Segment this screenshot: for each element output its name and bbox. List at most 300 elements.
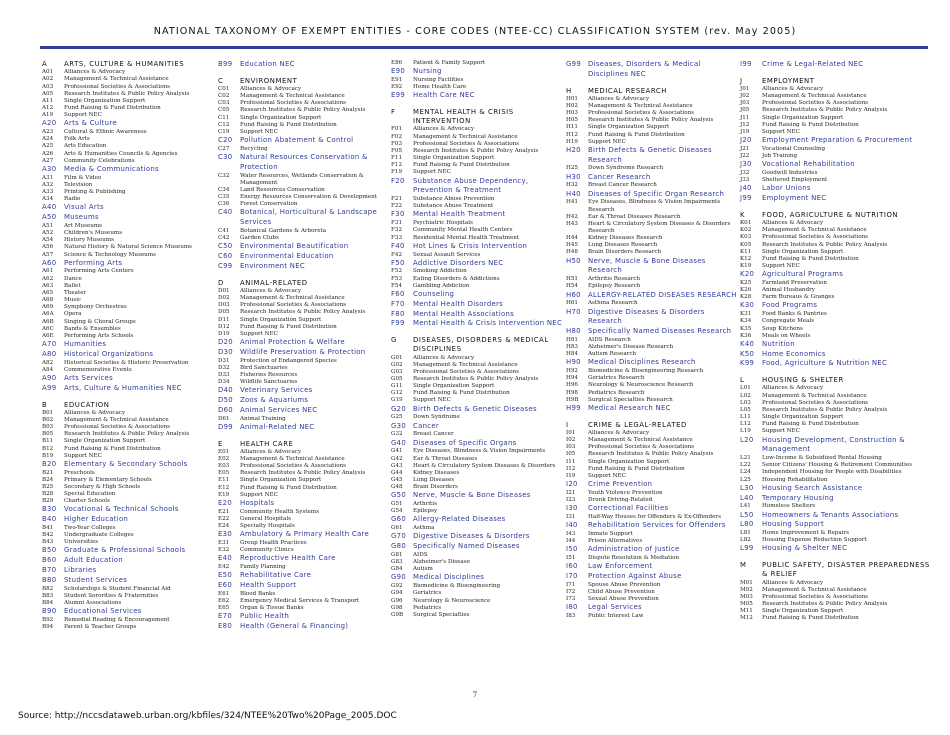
code-item <box>42 98 212 105</box>
code-item <box>566 249 741 256</box>
code-description: Vocational Rehabilitation <box>762 160 855 169</box>
code-description: Support NEC <box>413 397 451 404</box>
code-label: K <box>740 210 746 219</box>
code-label: I19 <box>566 472 576 479</box>
code-label: H98 <box>566 389 578 396</box>
category-heading <box>391 491 566 501</box>
code-label: H99 <box>566 403 581 412</box>
code-description: Arthritis <box>413 501 437 508</box>
category-heading <box>566 504 741 514</box>
code-item <box>566 613 741 620</box>
code-label: D02 <box>218 295 230 302</box>
code-label: B03 <box>42 424 54 431</box>
code-description: Professional Societies & Associations <box>413 140 520 147</box>
code-label: H84 <box>566 351 578 358</box>
code-description: Health Support <box>240 581 297 589</box>
code-item <box>42 158 212 165</box>
code-description: Dance <box>64 275 82 282</box>
code-label: E40 <box>218 554 233 563</box>
code-description: Professional Societies & Associations <box>588 444 695 451</box>
code-label: A25 <box>42 143 54 150</box>
code-description: Nursing <box>413 67 442 76</box>
code-description: Autism Research <box>588 351 637 358</box>
code-label: A6C <box>42 325 54 332</box>
code-item <box>218 173 390 187</box>
code-description: Environmental Education <box>240 252 334 261</box>
code-description: Historical Organizations <box>64 349 154 358</box>
code-label: G54 <box>391 508 403 515</box>
code-description: Sexual Abuse Prevention <box>588 596 659 603</box>
code-description: Research Institutes & Public Policy Analysis <box>762 601 888 608</box>
code-description: Management & Technical Assistance <box>413 361 518 368</box>
code-description: Single Organization Support <box>588 458 670 465</box>
code-description: Fisheries Resources <box>240 371 298 378</box>
code-item <box>218 129 390 136</box>
code-label: F32 <box>391 227 402 234</box>
code-item <box>566 221 741 235</box>
code-item <box>42 182 212 189</box>
code-label: H41 <box>566 199 578 206</box>
code-item <box>42 129 212 136</box>
code-item <box>42 417 212 424</box>
code-label: B28 <box>42 491 54 498</box>
code-item <box>42 600 212 607</box>
major-group-heading <box>218 440 390 449</box>
code-label: A61 <box>42 268 54 275</box>
code-description: Home Health Care <box>413 84 467 91</box>
code-label: B90 <box>42 607 57 616</box>
code-description: Housing Development, Construction & Management <box>762 435 905 454</box>
code-description: Protection of Endangered Species <box>240 357 337 364</box>
code-label: A26 <box>42 150 54 157</box>
code-label: E20 <box>218 498 233 507</box>
code-item <box>740 414 932 421</box>
code-description: Addictive Disorders NEC <box>413 258 504 267</box>
code-item <box>566 538 741 545</box>
code-description: Senior Citizens' Housing & Retirement Communities <box>762 462 912 469</box>
code-item <box>42 438 212 445</box>
code-label: D11 <box>218 316 230 323</box>
code-description: Research Institutes & Public Policy Analysis <box>762 107 888 114</box>
code-label: M11 <box>740 608 753 615</box>
code-item <box>391 84 566 91</box>
category-heading <box>566 480 741 490</box>
code-description: Vocational & Technical Schools <box>64 505 179 514</box>
code-item <box>566 466 741 473</box>
code-item <box>740 594 932 601</box>
code-description: Alliances & Advocacy <box>240 86 302 92</box>
code-label: A20 <box>42 119 57 128</box>
code-item <box>391 235 566 242</box>
code-item <box>740 601 932 608</box>
code-description: Heart & Circulatory System Diseases & Disorders Research <box>588 220 731 235</box>
code-label: E03 <box>218 463 230 470</box>
code-label: K30 <box>740 301 755 310</box>
code-description: Botanical, Horticultural & Landscape Services <box>240 208 377 227</box>
code-description: Homeowners & Tenants Associations <box>762 510 899 519</box>
code-item <box>391 390 566 397</box>
code-description: Heart & Circulatory System Diseases & Disorders <box>413 462 556 469</box>
code-description: MEDICAL RESEARCH <box>588 86 668 95</box>
code-item <box>566 459 741 466</box>
major-group-heading <box>391 336 566 354</box>
code-description: Single Organization Support <box>413 155 495 162</box>
code-item <box>42 283 212 290</box>
code-description: Child Abuse Prevention <box>588 588 655 595</box>
code-description: Science & Technology Museums <box>64 251 156 258</box>
code-item <box>740 280 932 287</box>
code-item <box>391 431 566 438</box>
code-label: K19 <box>740 263 752 270</box>
code-description: Visual Arts <box>64 203 104 212</box>
code-label: I99 <box>740 60 752 68</box>
code-label: A34 <box>42 196 54 203</box>
category-heading <box>218 386 390 396</box>
code-label: E12 <box>218 484 230 491</box>
code-description: Fund Raising & Fund Distribution <box>413 162 510 169</box>
code-description: Substance Abuse Treatment <box>413 203 494 210</box>
code-item <box>391 77 566 84</box>
code-description: Environment NEC <box>240 261 306 270</box>
code-item <box>42 76 212 83</box>
code-description: Libraries <box>64 566 97 575</box>
section-gap <box>566 80 741 87</box>
code-item <box>42 539 212 546</box>
code-description: Diseases, Disorders & Medical Disciplines NEC <box>588 60 701 78</box>
code-label: H20 <box>566 145 581 154</box>
code-description: Rehabilitative Care <box>240 571 312 580</box>
code-label: A69 <box>42 304 54 311</box>
code-description: Mental Health Disorders <box>413 299 504 308</box>
code-description: Cultural & Ethnic Awareness <box>64 129 147 136</box>
code-item <box>566 300 741 307</box>
code-description: ENVIRONMENT <box>240 76 298 85</box>
code-label: E65 <box>218 605 230 612</box>
code-item <box>42 424 212 431</box>
code-item <box>391 414 566 421</box>
code-label: H96 <box>566 382 578 389</box>
code-label: A90 <box>42 373 57 382</box>
code-description: Employment NEC <box>762 194 827 203</box>
code-label: B30 <box>42 505 57 514</box>
code-item <box>218 372 390 379</box>
code-label: A82 <box>42 359 54 366</box>
code-item <box>566 165 741 172</box>
code-label: H48 <box>566 249 578 256</box>
code-label: G43 <box>391 462 403 469</box>
code-description: ANIMAL-RELATED <box>240 278 308 287</box>
code-label: A32 <box>42 181 54 188</box>
code-label: G51 <box>391 501 403 508</box>
code-description: Fund Raising & Fund Distribution <box>762 121 859 128</box>
code-description: Prison Alternatives <box>588 538 643 545</box>
code-description: Natural History & Natural Science Museums <box>64 244 193 251</box>
code-label: B25 <box>42 483 54 490</box>
code-label: D <box>218 278 224 287</box>
code-label: H94 <box>566 375 578 382</box>
category-heading <box>740 60 932 70</box>
code-label: H80 <box>566 327 581 336</box>
code-description: Performing Arts <box>64 258 123 267</box>
code-label: J21 <box>740 145 750 152</box>
code-label: G12 <box>391 390 403 397</box>
code-label: H05 <box>566 117 578 124</box>
code-description: Arthritis Research <box>588 276 641 283</box>
code-description: Asthma Research <box>588 300 638 307</box>
major-group-heading <box>42 60 212 69</box>
code-item <box>42 297 212 304</box>
code-item <box>566 375 741 382</box>
code-description: Correctional Facilities <box>588 504 669 513</box>
code-description: Homeless Shelters <box>762 503 816 510</box>
code-label: G96 <box>391 597 403 604</box>
code-description: Single Organization Support <box>762 608 844 615</box>
code-label: I23 <box>566 496 576 503</box>
code-label: M12 <box>740 615 753 622</box>
code-item <box>391 598 566 605</box>
code-description: Special Education <box>64 491 116 498</box>
code-label: E32 <box>218 547 230 554</box>
code-label: K36 <box>740 332 752 339</box>
code-item <box>740 428 932 435</box>
category-heading <box>566 572 741 582</box>
code-label: K05 <box>740 241 752 248</box>
code-item <box>218 107 390 114</box>
category-heading <box>566 190 741 200</box>
code-description: Alliances & Advocacy <box>762 220 824 227</box>
code-label: A02 <box>42 76 54 83</box>
code-label: H11 <box>566 124 578 131</box>
code-description: Drunk Driving-Related <box>588 496 653 503</box>
code-description: Education NEC <box>240 60 295 68</box>
code-description: Higher Education <box>64 515 129 524</box>
code-description: Arts Services <box>64 373 113 382</box>
code-description: Medical Disciplines <box>413 573 485 582</box>
code-item <box>42 477 212 484</box>
category-heading <box>391 91 566 101</box>
code-label: G05 <box>391 376 403 383</box>
code-label: L01 <box>740 385 751 392</box>
category-heading <box>740 194 932 204</box>
code-description: Children's Museums <box>64 230 123 237</box>
code-description: Public Health <box>240 612 290 621</box>
code-label: G03 <box>391 368 403 375</box>
code-item <box>218 358 390 365</box>
code-description: Mental Health Associations <box>413 309 515 318</box>
code-label: K35 <box>740 325 752 332</box>
code-item <box>566 214 741 221</box>
code-label: L99 <box>740 544 754 553</box>
code-label: B83 <box>42 592 54 599</box>
category-heading <box>740 340 932 350</box>
major-group-heading <box>740 77 932 86</box>
code-label: J03 <box>740 100 750 107</box>
code-label: H90 <box>566 358 581 367</box>
code-description: Farmland Preservation <box>762 280 828 286</box>
code-description: Support NEC <box>240 128 278 135</box>
code-item <box>391 276 566 283</box>
code-description: Professional Societies & Associations <box>64 83 171 90</box>
code-label: D05 <box>218 309 230 316</box>
code-description: Lung Diseases Research <box>588 242 658 249</box>
code-description: Lung Diseases <box>413 476 455 483</box>
code-description: Single Organization Support <box>240 316 322 323</box>
code-label: B42 <box>42 532 54 539</box>
code-label: A80 <box>42 349 57 358</box>
code-label: F02 <box>391 133 402 140</box>
code-label: H44 <box>566 235 578 242</box>
code-description: PUBLIC SAFETY, DISASTER PREPAREDNESS & RELIEF <box>762 561 930 579</box>
code-label: D31 <box>218 357 230 364</box>
category-heading <box>391 290 566 300</box>
code-item <box>740 469 932 476</box>
category-heading <box>391 515 566 525</box>
code-description: Temporary Housing <box>762 493 834 502</box>
code-label: A27 <box>42 157 54 164</box>
code-label: C20 <box>218 136 233 145</box>
code-item <box>740 318 932 325</box>
code-description: Meals on Wheels <box>762 332 811 339</box>
code-description: Single Organization Support <box>64 97 146 104</box>
code-description: Single Organization Support <box>240 477 322 484</box>
code-item <box>566 344 741 351</box>
code-label: D32 <box>218 364 230 371</box>
category-heading <box>391 67 566 77</box>
code-description: Single Organization Support <box>64 438 146 445</box>
code-item <box>740 107 932 114</box>
code-label: C41 <box>218 228 230 235</box>
code-item <box>740 530 932 537</box>
code-label: H61 <box>566 300 578 307</box>
code-label: A31 <box>42 174 54 181</box>
code-description: Veterinary Services <box>240 386 313 395</box>
source-caption: Source: http://nccsdataweb.urban.org/kbfiles/324/NTEE%20Two%20Page_2005.DOC <box>18 711 397 721</box>
code-description: Medical Research NEC <box>588 403 671 412</box>
category-heading <box>42 259 212 269</box>
category-heading <box>566 291 741 301</box>
code-label: F60 <box>391 289 405 298</box>
code-label: B50 <box>42 546 57 555</box>
code-description: Fund Raising & Fund Distribution <box>762 255 859 262</box>
code-label: B29 <box>42 498 54 505</box>
code-label: I12 <box>566 465 576 472</box>
code-label: F21 <box>391 196 402 203</box>
code-item <box>391 559 566 566</box>
code-item <box>42 105 212 112</box>
category-heading <box>42 505 212 515</box>
category-heading <box>566 257 741 277</box>
code-item <box>42 252 212 259</box>
code-description: Remedial Reading & Encouragement <box>64 616 170 623</box>
code-description: Reproductive Health Care <box>240 554 336 563</box>
code-label: I30 <box>566 504 578 513</box>
code-item <box>42 112 212 119</box>
code-label: I60 <box>566 562 578 571</box>
code-label: L82 <box>740 537 751 544</box>
code-item <box>218 540 390 547</box>
category-heading <box>218 262 390 272</box>
code-label: G19 <box>391 397 403 404</box>
code-description: Fund Raising & Fund Distribution <box>64 445 161 452</box>
code-label: A <box>42 60 48 68</box>
category-heading <box>566 327 741 337</box>
code-item <box>218 146 390 153</box>
code-description: Preschools <box>64 469 95 476</box>
code-label: I43 <box>566 530 576 537</box>
code-label: I <box>566 420 569 429</box>
code-description: Alzheimer's Disease Research <box>588 344 674 351</box>
code-item <box>391 456 566 463</box>
code-label: F50 <box>391 258 405 267</box>
code-label: I02 <box>566 437 576 444</box>
code-description: Research Institutes & Public Policy Analysis <box>588 451 714 458</box>
code-description: Support NEC <box>762 263 800 270</box>
code-description: Alliances & Advocacy <box>762 385 824 392</box>
code-item <box>218 309 390 316</box>
category-heading <box>740 160 932 170</box>
code-item <box>42 237 212 244</box>
code-label: I40 <box>566 521 578 530</box>
code-label: A60 <box>42 258 57 267</box>
code-description: Film & Video <box>64 174 102 181</box>
code-description: Professional Societies & Associations <box>240 302 347 309</box>
code-description: Research Institutes & Public Policy Analysis <box>413 147 539 154</box>
code-description: AIDS Research <box>588 336 631 343</box>
code-item <box>566 555 741 562</box>
code-item <box>740 580 932 587</box>
code-label: E05 <box>218 470 230 477</box>
code-description: Alliances & Advocacy <box>240 448 302 455</box>
code-label: A65 <box>42 289 54 296</box>
code-label: A12 <box>42 104 54 111</box>
category-heading <box>42 546 212 556</box>
category-heading <box>42 119 212 129</box>
code-item <box>391 525 566 532</box>
code-description: Kidney Diseases Research <box>588 235 663 242</box>
code-label: A03 <box>42 83 54 90</box>
code-description: Printing & Publishing <box>64 188 126 195</box>
code-label: H03 <box>566 110 578 117</box>
code-label: F42 <box>391 251 402 258</box>
code-description: Support NEC <box>762 428 800 435</box>
code-label: C36 <box>218 201 230 208</box>
code-description: Primary & Elementary Schools <box>64 476 152 483</box>
code-label: B19 <box>42 452 54 459</box>
code-description: Fund Raising & Fund Distribution <box>588 465 685 472</box>
code-label: E90 <box>391 67 406 76</box>
code-item <box>740 153 932 160</box>
code-label: G25 <box>391 414 403 421</box>
category-heading <box>218 208 390 228</box>
code-item <box>740 326 932 333</box>
code-label: E70 <box>218 612 233 621</box>
code-description: AIDS <box>413 551 428 558</box>
code-description: Environmental Beautification <box>240 242 349 251</box>
code-description: Management & Technical Assistance <box>240 455 345 462</box>
code-description: Arts & Humanities Councils & Agencies <box>64 150 178 157</box>
code-item <box>740 100 932 107</box>
code-description: Bands & Ensembles <box>64 325 121 332</box>
code-label: H92 <box>566 368 578 375</box>
code-description: Brain Disorders <box>413 484 458 491</box>
category-heading <box>566 521 741 531</box>
code-label: F22 <box>391 203 402 210</box>
code-label: B94 <box>42 624 54 631</box>
code-description: Down Syndrome <box>413 414 460 421</box>
code-label: G92 <box>391 583 403 590</box>
code-description: Half-Way Houses for Offenders & Ex-Offenders <box>588 513 721 520</box>
code-description: Administration of Justice <box>588 545 680 554</box>
